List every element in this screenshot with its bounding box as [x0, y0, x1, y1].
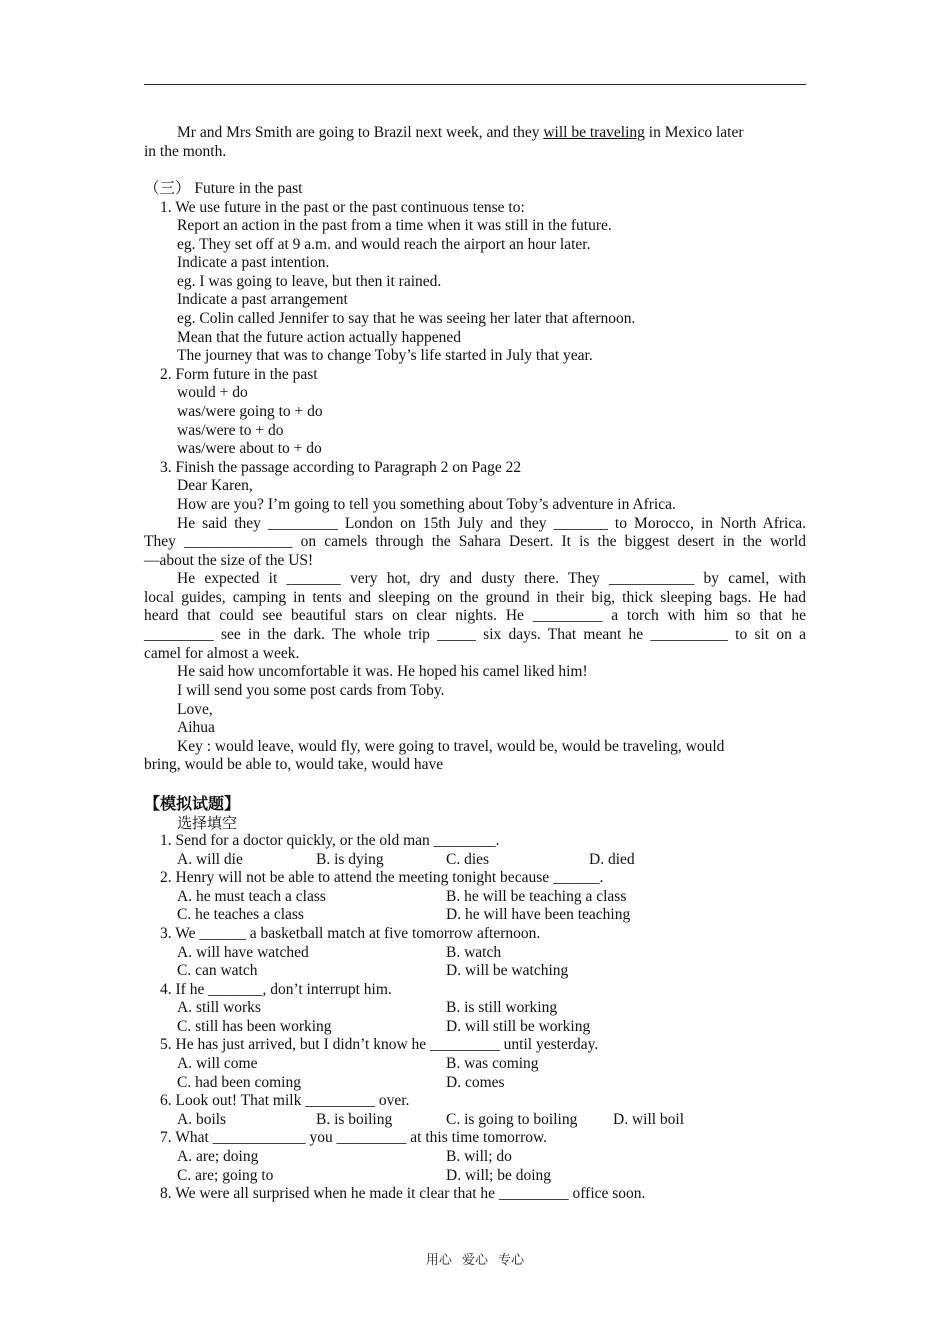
item-1-line: Report an action in the past from a time when it was still in the future.	[177, 217, 612, 234]
page-footer: 用心 爱心 专心	[425, 1253, 525, 1268]
letter-paragraph: I will send you some post cards from Toby.	[177, 682, 445, 699]
item-2-line: would + do	[177, 384, 248, 401]
option-b[interactable]: B. is still working	[446, 999, 558, 1016]
letter-paragraph: —about the size of the US!	[144, 552, 314, 569]
answer-key: Key : would leave, would fly, were going to travel, would be, would be traveling, would	[177, 738, 725, 755]
item-1-line: Indicate a past intention.	[177, 254, 330, 271]
item-3-title: 3. Finish the passage according to Paragraph 2 on Page 22	[160, 459, 522, 476]
item-1-line: eg. They set off at 9 a.m. and would reach the airport an hour later.	[177, 236, 591, 253]
mock-test-subheading: 选择填空	[177, 814, 238, 832]
letter-paragraph: heard that could see beautiful stars on clear nights. He _________ a torch with him so that he	[144, 607, 806, 624]
option-c[interactable]: C. still has been working	[177, 1018, 332, 1035]
option-d[interactable]: D. will; be doing	[446, 1167, 552, 1184]
item-1-line: Indicate a past arrangement	[177, 291, 348, 308]
question-8: 8. We were all surprised when he made it clear that he _________ office soon.	[160, 1185, 646, 1202]
section-heading: （三） Future in the past	[144, 180, 303, 197]
intro-line-2: in the month.	[144, 143, 227, 160]
option-d[interactable]: D. will boil	[613, 1111, 685, 1128]
header-rule	[144, 84, 806, 85]
mock-test-heading: 【模拟试题】	[144, 794, 241, 813]
option-b[interactable]: B. is boiling	[316, 1111, 393, 1128]
question-6: 6. Look out! That milk _________ over.	[160, 1092, 410, 1109]
item-1-title: 1. We use future in the past or the past continuous tense to:	[160, 199, 525, 216]
option-a[interactable]: A. will come	[177, 1055, 258, 1072]
option-d[interactable]: D. he will have been teaching	[446, 906, 631, 923]
item-2-line: was/were about to + do	[177, 440, 322, 457]
option-b[interactable]: B. watch	[446, 944, 502, 961]
option-b[interactable]: B. was coming	[446, 1055, 539, 1072]
letter-greeting: Dear Karen,	[177, 477, 253, 494]
letter-paragraph: He said they _________ London on 15th July and they _______ to Morocco, in North Africa.	[177, 515, 806, 532]
item-1-line: The journey that was to change Toby’s life started in July that year.	[177, 347, 593, 364]
option-c[interactable]: C. is going to boiling	[446, 1111, 578, 1128]
option-a[interactable]: A. he must teach a class	[177, 888, 326, 905]
option-c[interactable]: C. dies	[446, 851, 490, 868]
letter-paragraph: How are you? I’m going to tell you something about Toby’s adventure in Africa.	[177, 496, 676, 513]
letter-paragraph: He expected it _______ very hot, dry and dusty there. They ___________ by camel, with	[177, 570, 806, 587]
option-c[interactable]: C. can watch	[177, 962, 258, 979]
item-2-line: was/were going to + do	[177, 403, 323, 420]
item-2-title: 2. Form future in the past	[160, 366, 318, 383]
option-a[interactable]: A. will have watched	[177, 944, 309, 961]
letter-paragraph: They ______________ on camels through the Sahara Desert. It is the biggest desert in the world	[144, 533, 806, 550]
item-1-line: eg. Colin called Jennifer to say that he was seeing her later that afternoon.	[177, 310, 636, 327]
option-b[interactable]: B. will; do	[446, 1148, 512, 1165]
option-d[interactable]: D. died	[589, 851, 635, 868]
option-d[interactable]: D. comes	[446, 1074, 505, 1091]
letter-paragraph: He said how uncomfortable it was. He hoped his camel liked him!	[177, 663, 588, 680]
option-b[interactable]: B. is dying	[316, 851, 384, 868]
question-2: 2. Henry will not be able to attend the meeting tonight because ______.	[160, 869, 604, 886]
intro-line-1: Mr and Mrs Smith are going to Brazil next week, and they will be traveling in Mexico later	[177, 124, 744, 141]
question-5: 5. He has just arrived, but I didn’t know he _________ until yesterday.	[160, 1036, 599, 1053]
question-3: 3. We ______ a basketball match at five tomorrow afternoon.	[160, 925, 541, 942]
question-7: 7. What ____________ you _________ at this time tomorrow.	[160, 1129, 548, 1146]
question-1: 1. Send for a doctor quickly, or the old man ________.	[160, 832, 500, 849]
option-d[interactable]: D. will be watching	[446, 962, 569, 979]
answer-key: bring, would be able to, would take, would have	[144, 756, 444, 773]
letter-paragraph: _________ see in the dark. The whole trip _____ six days. That meant he __________ to sit on a	[144, 626, 806, 643]
letter-closing: Love,	[177, 701, 213, 718]
option-d[interactable]: D. will still be working	[446, 1018, 591, 1035]
option-c[interactable]: C. are; going to	[177, 1167, 274, 1184]
underlined-phrase: will be traveling	[543, 124, 645, 141]
item-2-line: was/were to + do	[177, 422, 284, 439]
letter-paragraph: local guides, camping in tents and sleeping on the ground in their big, thick sleeping bags. He had	[144, 589, 806, 606]
letter-paragraph: camel for almost a week.	[144, 645, 300, 662]
option-c[interactable]: C. had been coming	[177, 1074, 301, 1091]
option-a[interactable]: A. are; doing	[177, 1148, 259, 1165]
option-a[interactable]: A. will die	[177, 851, 243, 868]
item-1-line: eg. I was going to leave, but then it rained.	[177, 273, 442, 290]
option-a[interactable]: A. boils	[177, 1111, 227, 1128]
question-4: 4. If he _______, don’t interrupt him.	[160, 981, 392, 998]
option-b[interactable]: B. he will be teaching a class	[446, 888, 627, 905]
item-1-line: Mean that the future action actually happened	[177, 329, 462, 346]
letter-signature: Aihua	[177, 719, 215, 736]
option-a[interactable]: A. still works	[177, 999, 261, 1016]
option-c[interactable]: C. he teaches a class	[177, 906, 304, 923]
